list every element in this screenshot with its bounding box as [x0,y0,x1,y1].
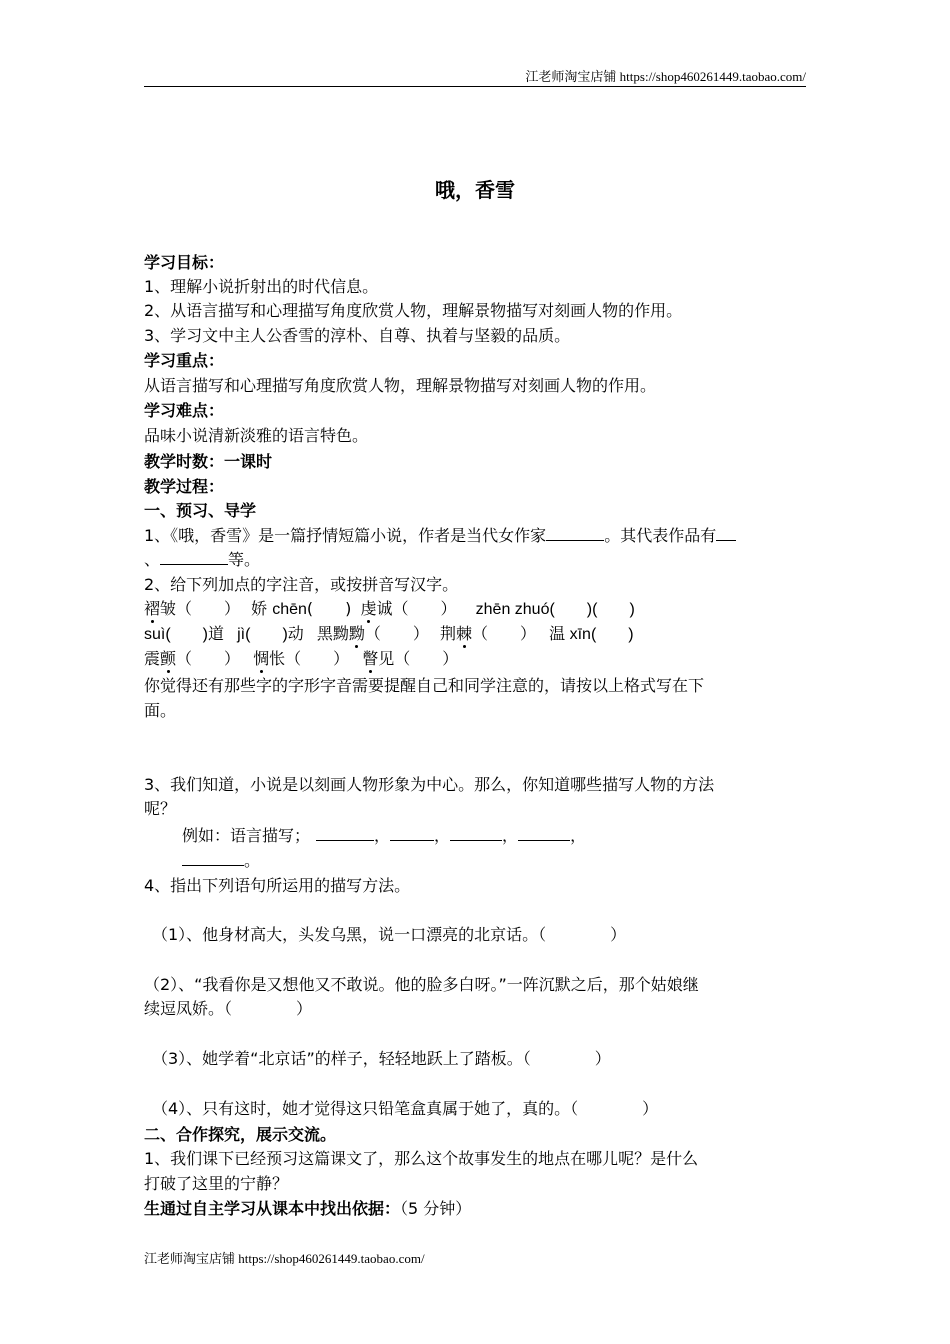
q1-end: 等。 [228,550,261,569]
goal-item: 1、理解小说折射出的时代信息。 [144,277,379,296]
comma: ， [374,826,391,845]
sentence-2: （2）、“我看你是又想他又不敢说。他的脸多白呀。”一阵沉默之后，那个姑娘继 [144,975,699,994]
dotted-char: 瞥 [362,649,379,668]
sentence-2-cont: 续逗凤娇。（ ） [144,999,313,1018]
page-title: 哦，香雪 [435,178,515,202]
self-study-task [144,1198,808,1220]
q1-text2: 。其代表作品有 [604,526,717,545]
method-blank-2[interactable] [390,826,434,841]
pinyin-item: 震 [144,649,161,668]
period: 。 [244,851,261,870]
page-header: 江老师淘宝店铺 https://shop460261449.taobao.com/ [525,69,806,84]
method-blank-4[interactable] [518,826,570,841]
difficulty-text: 品味小说清新淡雅的语言特色。 [144,426,369,445]
goal-item: 3、学习文中主人公香雪的淳朴、自尊、执着与坚毅的品质。 [144,326,571,345]
comma: ， [434,826,451,845]
section2-q1: 1、我们课下已经预习这篇课文了，那么这个故事发生的地点在哪儿呢？是什么 [144,1149,699,1168]
pinyin-item: 荆 [440,624,457,643]
example-label: 例如：语言描写； [182,826,311,845]
pinyin-text: chēn [272,601,307,618]
pinyin-item: 黑黝 [316,624,349,643]
pinyin-row-2 [144,623,808,646]
pinyin-item: ( ) [306,599,352,618]
pinyin-item: jì( )动 [237,626,304,643]
q3-example [182,825,846,847]
q1-text: 1、《哦，香雪》是一篇抒情短篇小说，作者是当代女作家 [144,526,547,545]
sentence-4: （4）、只有这时，她才觉得这只铅笔盒真属于她了，真的。（ ） [152,1099,659,1118]
key-heading: 学习重点： [144,351,225,370]
dotted-char: 黝 [348,624,365,643]
method-blank-3[interactable] [450,826,502,841]
process-heading: 教学过程： [144,477,225,496]
difficulty-heading: 学习难点： [144,401,225,420]
key-text: 从语言描写和心理描写角度欣赏人物，理解景物描写对刻画人物的作用。 [144,376,657,395]
pinyin-item: zhēn zhuó( )( ) [475,601,635,618]
goals-heading: 学习目标： [144,253,225,272]
comma: ， [570,826,587,845]
section2-heading: 二、合作探究，展示交流。 [144,1125,337,1144]
work-blank-1[interactable] [716,526,736,541]
pinyin-item: 诚（ ） [376,599,457,618]
goal-item: 2、从语言描写和心理描写角度欣赏人物，理解景物描写对刻画人物的作用。 [144,301,683,320]
work-blank-2[interactable] [160,550,228,565]
q4-instruction: 4、指出下列语句所运用的描写方法。 [144,876,411,895]
dotted-char: 褶 [144,599,161,618]
teaching-hours: 教学时数：一课时 [144,452,273,471]
author-blank[interactable] [546,526,604,541]
dotted-char: 颤 [160,649,177,668]
q2-instruction: 2、给下列加点的字注音，或按拼音写汉字。 [144,575,459,594]
pinyin-item: （ ） [176,649,241,668]
task-time: （5 分钟） [400,1199,472,1218]
pinyin-row-3 [144,648,808,670]
dotted-char: 棘 [456,624,473,643]
q3-line-cont: 呢？ [144,799,177,818]
q3-line: 3、我们知道，小说是以刻画人物形象为中心。那么，你知道哪些描写人物的方法 [144,775,715,794]
pinyin-item: 娇 [251,599,273,618]
task-label: 生通过自主学习从课本中找出依据： [144,1199,401,1218]
header-rule [144,86,806,87]
q1-line [144,525,808,547]
pinyin-item: 温 xīn( ) [549,626,634,643]
q3-example-cont [182,850,846,872]
section2-q1-cont: 打破了这里的宁静？ [144,1174,289,1193]
pinyin-item: 怅（ ） [269,649,350,668]
pinyin-item: （ ） [472,624,537,643]
dotted-char: 惆 [253,649,270,668]
q2-note-cont: 面。 [144,701,177,720]
sentence-3: （3）、她学着“北京话”的样子，轻轻地跃上了踏板。（ ） [152,1049,611,1068]
q1-sep: 、 [144,550,161,569]
section1-heading: 一、预习、导学 [144,501,257,520]
pinyin-row-1 [144,598,808,621]
method-blank-5[interactable] [182,851,244,866]
sentence-1: （1）、他身材高大，头发乌黑，说一口漂亮的北京话。（ ） [152,925,627,944]
pinyin-item: （ ） [364,624,429,643]
pinyin-item: 皱（ ） [160,599,241,618]
dotted-char: 虔 [360,599,377,618]
pinyin-item: 见（ ） [378,649,459,668]
pinyin-item: suì( )道 [144,626,225,643]
comma: ， [502,826,519,845]
q1-line2 [144,549,808,571]
page-footer: 江老师淘宝店铺 https://shop460261449.taobao.com/ [144,1251,425,1266]
q2-note: 你觉得还有那些字的字形字音需要提醒自己和同学注意的，请按以上格式写在下 [144,676,705,695]
method-blank-1[interactable] [316,826,374,841]
